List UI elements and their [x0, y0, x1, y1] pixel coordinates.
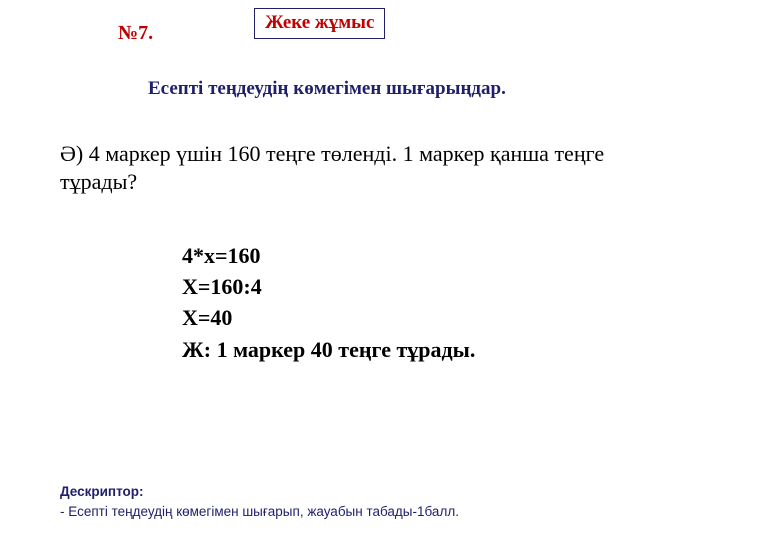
solution-answer-line: Ж: 1 маркер 40 теңге тұрады.	[182, 336, 476, 362]
solution-line-3: X=40	[182, 305, 233, 331]
descriptor-block	[60, 482, 459, 521]
descriptor-criterion-1: - Есепті теңдеудің көмегімен шығарып, жауабын табады-1балл.	[60, 503, 459, 519]
instruction-text: Есепті теңдеудің көмегімен шығарыңдар.	[148, 78, 506, 99]
question-text: Ә) 4 маркер үшін 160 теңге төленді. 1 маркер қанша теңге тұрады?	[60, 141, 605, 195]
solution-line-1: 4*x=160	[182, 243, 261, 268]
descriptor-title: Дескриптор:	[60, 484, 144, 499]
task-number: №7.	[118, 22, 154, 44]
solution-block	[182, 240, 475, 365]
solution-line-2: X=160:4	[182, 274, 262, 300]
work-mode-badge: Жеке жұмыс	[254, 8, 385, 39]
